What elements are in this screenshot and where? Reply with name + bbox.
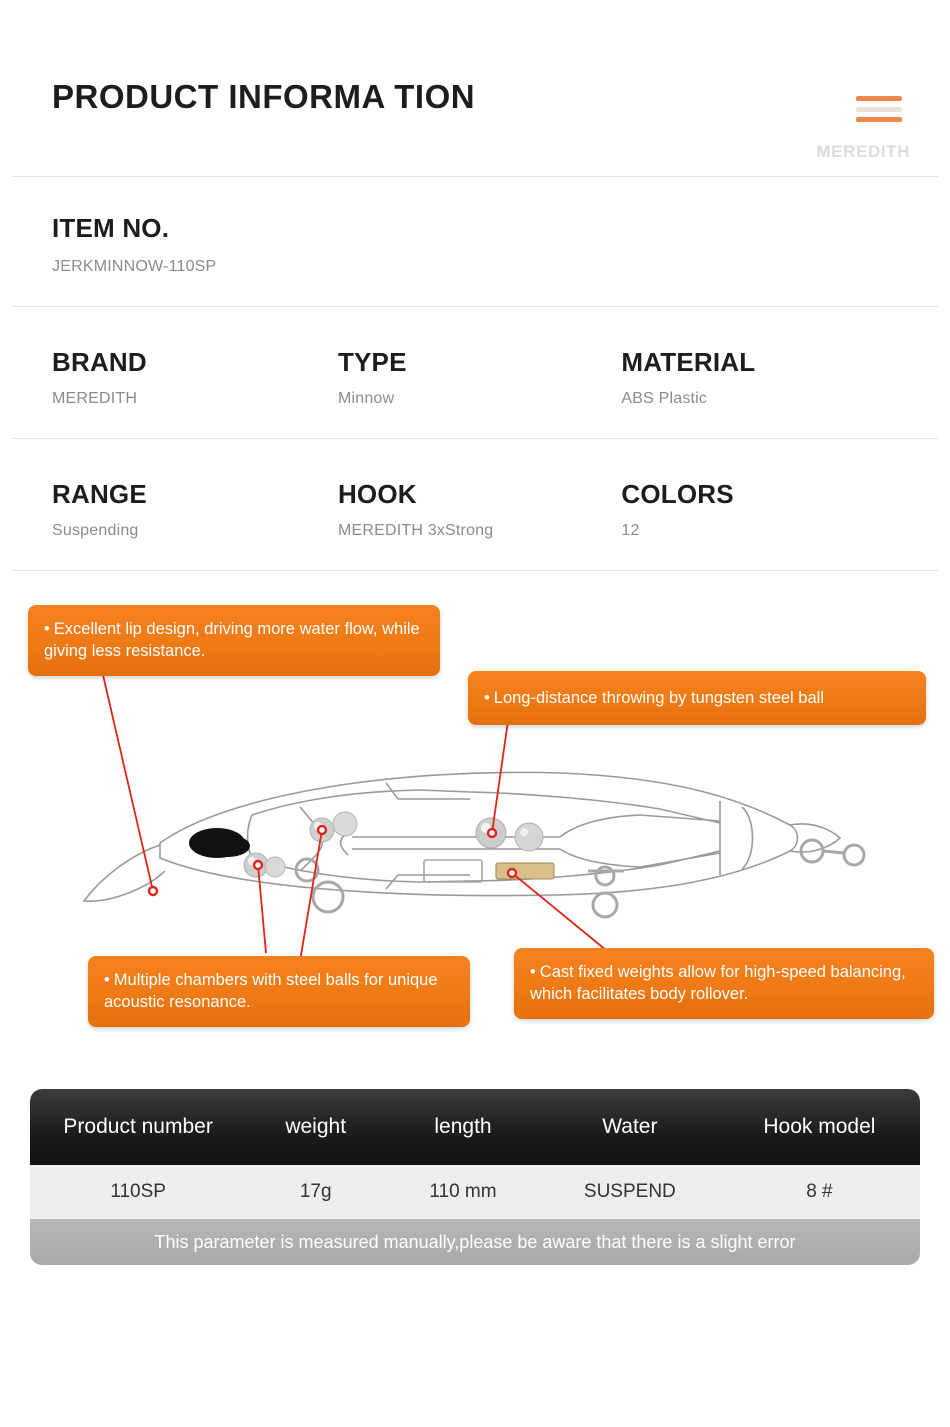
callout-bullet-3: • <box>104 971 110 989</box>
menu-bar-2 <box>856 107 902 112</box>
hamburger-menu-icon[interactable] <box>856 96 902 122</box>
spec-label-hook: HOOK <box>337 479 417 509</box>
page-title: PRODUCT INFORMA TION <box>52 78 476 115</box>
cell-length: 110 mm <box>429 1181 497 1202</box>
table-header-water: Water <box>602 1115 658 1138</box>
brand-watermark: MEREDITH <box>816 142 910 161</box>
table-header-product-number: Product number <box>63 1115 213 1138</box>
spec-label-range: RANGE <box>52 479 147 509</box>
spec-row-2 <box>0 439 950 570</box>
spec-label-colors: COLORS <box>621 479 734 509</box>
callout-text-long-distance: Long-distance throwing by tungsten steel ball <box>493 689 824 707</box>
callout-bullet-4: • <box>530 963 536 981</box>
table-header-row <box>30 1089 920 1165</box>
menu-bar-3 <box>856 117 902 122</box>
spec-value-hook: MEREDITH 3xStrong <box>337 522 494 539</box>
lure-diagram <box>0 593 950 1063</box>
spec-label-type: TYPE <box>337 347 407 377</box>
table-note: This parameter is measured manually,please be aware that there is a slight error <box>30 1219 920 1265</box>
cell-product-number: 110SP <box>110 1181 166 1202</box>
spec-value-material: ABS Plastic <box>621 390 708 407</box>
callout-bullet-2: • <box>484 689 490 707</box>
cell-weight: 17g <box>299 1181 332 1202</box>
spec-item-no <box>0 177 950 306</box>
callout-text-lip-design: Excellent lip design, driving more water flow, while giving less resistance. <box>44 620 420 661</box>
cell-water: SUSPEND <box>583 1181 676 1202</box>
table-header-hook-model: Hook model <box>763 1115 876 1138</box>
table-header-length: length <box>434 1115 492 1138</box>
spec-label-item-no: ITEM NO. <box>52 213 170 243</box>
spec-colors <box>621 479 898 540</box>
spec-range <box>52 479 338 540</box>
spec-label-brand: BRAND <box>52 347 147 377</box>
cell-hook-model: 8 # <box>806 1181 833 1202</box>
callout-cast-weights <box>514 948 934 1019</box>
spec-row-1 <box>0 307 950 438</box>
spec-value-item-no: JERKMINNOW-110SP <box>52 258 217 275</box>
spec-type <box>338 347 621 408</box>
spec-value-colors: 12 <box>621 522 640 539</box>
page-header <box>0 0 950 176</box>
spec-value-type: Minnow <box>337 390 395 407</box>
divider-3 <box>12 570 938 571</box>
spec-material <box>621 347 898 408</box>
callout-text-cast-weights: Cast fixed weights allow for high-speed balancing, which facilitates body rollover. <box>530 963 906 1004</box>
callout-lip-design <box>28 605 440 676</box>
spec-hook <box>338 479 621 540</box>
spec-value-brand: MEREDITH <box>52 390 138 407</box>
spec-label-material: MATERIAL <box>621 347 756 377</box>
table-header-weight: weight <box>285 1115 347 1138</box>
parameter-table <box>30 1089 920 1265</box>
spec-value-range: Suspending <box>52 522 139 539</box>
callout-text-chambers: Multiple chambers with steel balls for unique acoustic resonance. <box>104 971 438 1012</box>
callout-bullet-1: • <box>44 620 50 638</box>
menu-bar-1 <box>856 96 902 101</box>
table-row <box>30 1165 920 1219</box>
spec-brand <box>52 347 338 408</box>
callout-chambers <box>88 956 470 1027</box>
callout-long-distance <box>468 671 926 725</box>
